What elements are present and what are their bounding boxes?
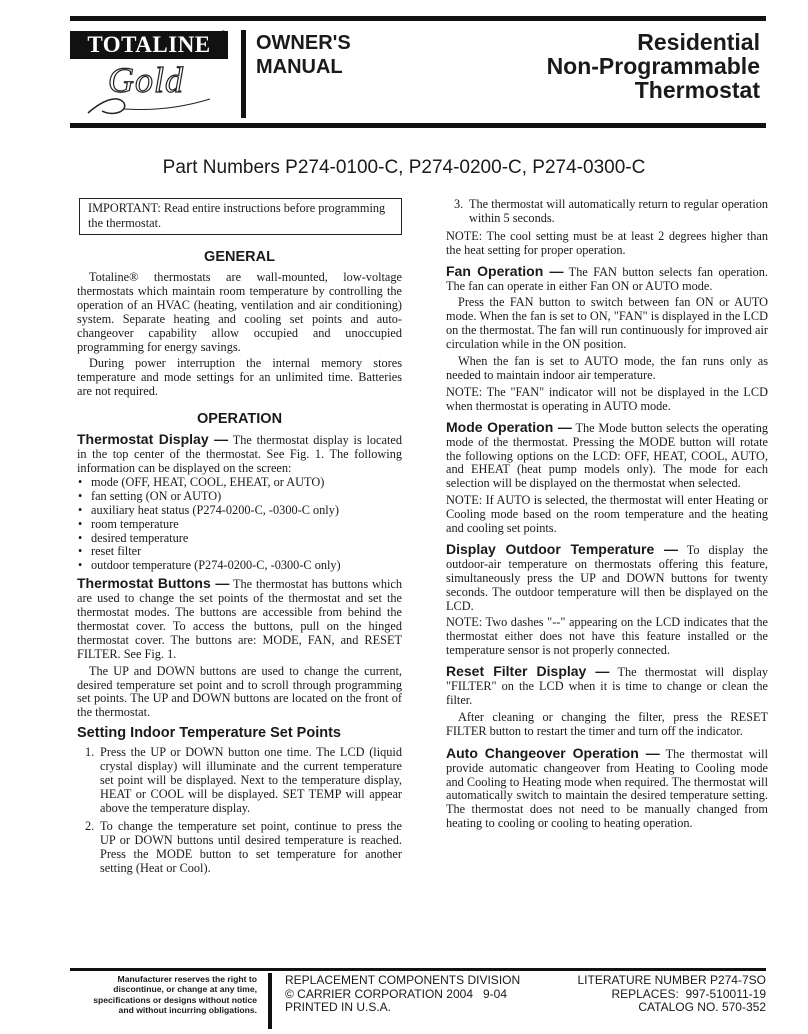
- thermostat-buttons-title: Thermostat Buttons —: [77, 575, 230, 592]
- footer-catalog-number: CATALOG NO. 570-352: [638, 1000, 766, 1014]
- list-item: • auxiliary heat status (P274-0200-C, -0300-C only): [77, 504, 402, 518]
- mode-note: NOTE: If AUTO is selected, the thermostat will enter Heating or Cooling mode based on the room temperature and the heating and cooling set points.: [446, 493, 768, 536]
- step-number: 1.: [85, 745, 95, 760]
- step-number: 2.: [85, 818, 95, 833]
- fan-paragraph-2: Press the FAN button to switch between fan ON or AUTO mode. When the fan is set to ON, "FAN" is displayed in the LCD on the thermostat. The fan will run continuously for improved air circulation while in the ON position.: [446, 295, 768, 352]
- cool-setting-note: NOTE: The cool setting must be at least 2 degrees higher than the heat setting for proper operation.: [446, 228, 768, 257]
- thermostat-display-title: Thermostat Display —: [77, 431, 229, 448]
- auto-changeover-text: The thermostat will provide automatic changeover from Heating to Cooling mode and Cooling to Heating mode when required. The thermostat will automatically switch to maintain the desired temperature setting. The thermostat does not need to be manually changed from heating to cooling or cooling to heating operation.: [446, 746, 769, 831]
- logo-brand-name: TOTALINE: [70, 31, 228, 59]
- header-divider: [241, 30, 246, 118]
- fan-note: NOTE: The "FAN" indicator will not be displayed in the LCD when thermostat is operating in AUTO mode.: [446, 384, 768, 413]
- setpoint-steps-continued: [446, 198, 768, 226]
- step-number: 3.: [454, 197, 464, 211]
- doc-type-line1: OWNER'S: [256, 32, 351, 54]
- fan-paragraph-3: When the fan is set to AUTO mode, the fan runs only as needed to maintain indoor air temperature.: [446, 354, 768, 382]
- disclaimer-line: and without incurring obligations.: [118, 1004, 257, 1015]
- mode-operation-text: The Mode button selects the operating mode of the thermostat. Pressing the MODE button will rotate the following options on the LCD: OFF, HEAT, COOL, AUTO, and EHEAT (heat pump models only). The mode for each selection will be displayed on the thermostat when selected.: [446, 420, 768, 491]
- list-item: • desired temperature: [77, 532, 402, 546]
- setpoints-heading: Setting Indoor Temperature Set Points: [77, 725, 341, 742]
- operation-heading: OPERATION: [196, 411, 283, 428]
- doc-type: [256, 31, 351, 79]
- footer-disclaimer: [77, 974, 257, 1015]
- footer-replaces: REPLACES: 997-510011-19: [611, 986, 766, 1001]
- list-item: • reset filter: [77, 545, 402, 559]
- list-item: • outdoor temperature (P274-0200-C, -0300-C only): [77, 559, 402, 573]
- totaline-gold-logo: [70, 27, 230, 119]
- footer-literature-number: LITERATURE NUMBER P274-7SO: [577, 973, 766, 987]
- thermostat-buttons-text: The thermostat has buttons which are used to change the set points of the thermostat and set the thermostat modes. The buttons are accessible from behind the thermostat cover. To access the buttons, pull on the hinged thermostat cover. The buttons are: MODE, FAN, and RESET FILTER. See Fig. 1.: [77, 577, 402, 661]
- disclaimer-line: Manufacturer reserves the right to: [117, 974, 257, 984]
- left-column: [77, 198, 402, 879]
- footer-copyright: © CARRIER CORPORATION 2004 9-04: [285, 986, 508, 1001]
- list-item: • room temperature: [77, 518, 402, 532]
- reset-filter-title: Reset Filter Display —: [446, 663, 610, 680]
- part-numbers: Part Numbers P274-0100-C, P274-0200-C, P274-0300-C: [162, 157, 646, 178]
- general-heading: GENERAL: [204, 249, 275, 265]
- outdoor-temp-text: To display the outdoor-air temperature on thermostats offering this feature, simultaneously press the UP and DOWN buttons for twenty seconds. The outdoor temperature will then be displayed on the LCD.: [446, 542, 768, 613]
- thermostat-buttons-paragraph: [77, 577, 402, 661]
- disclaimer-line: specifications or designs without notice: [93, 994, 257, 1005]
- setpoint-steps-list: [77, 746, 402, 875]
- step-text: Press the UP or DOWN button one time. The LCD (liquid crystal display) will illuminate and the current temperature set point will be displayed. Next to the temperature display, HEAT or COOL will be displayed. SET TEMP will appear above the temperature display.: [100, 745, 402, 815]
- up-down-buttons-paragraph: The UP and DOWN buttons are used to change the current, desired temperature set point and to scroll through programming set points. The UP and DOWN buttons are located on the front of the thermostat.: [77, 663, 402, 720]
- fan-operation-paragraph: [446, 262, 768, 294]
- thermostat-display-paragraph: [77, 433, 402, 476]
- disclaimer-line: discontinue, or change at any time,: [113, 984, 257, 995]
- reset-filter-text: The thermostat will display "FILTER" on the LCD when it is time to change or clean the filter.: [446, 665, 768, 707]
- header-top-rule: [70, 16, 766, 21]
- general-paragraph-2: During power interruption the internal memory stores temperature and mode settings for an unlimited time. Batteries are not required.: [77, 356, 402, 399]
- auto-changeover-title: Auto Changeover Operation —: [446, 744, 660, 761]
- thermostat-display-text: The thermostat display is located in the top center of the thermostat. See Fig. 1. The following information can be displayed on the screen:: [77, 433, 402, 475]
- footer-rule: [70, 968, 766, 971]
- right-column: [446, 198, 768, 831]
- footer-company: [285, 974, 520, 1015]
- outdoor-temp-paragraph: [446, 540, 768, 614]
- outdoor-temp-title: Display Outdoor Temperature —: [446, 540, 679, 557]
- logo-registered-mark: ®: [220, 29, 227, 39]
- document-title: [547, 30, 760, 102]
- step-text: To change the temperature set point, continue to press the UP or DOWN buttons until desired temperature is reached. Press the MODE button to set temperature for another setting (Heat or Cool).: [100, 818, 402, 875]
- general-paragraph-1: Totaline® thermostats are wall-mounted, low-voltage thermostats which maintain room temperature by controlling the operation of an HVAC (heating, ventilation and air conditioning) system. Separate heating and cooling set points and auto-changeover capability allow occupied and unoccupied programming for energy savings.: [77, 270, 402, 354]
- important-note: IMPORTANT: Read entire instructions before programming the thermostat.: [79, 198, 402, 235]
- list-item: [77, 820, 402, 876]
- auto-changeover-paragraph: [446, 744, 769, 831]
- logo-swoosh-icon: [84, 89, 214, 119]
- list-item: • mode (OFF, HEAT, COOL, EHEAT, or AUTO): [77, 476, 402, 490]
- outdoor-note: NOTE: Two dashes "--" appearing on the LCD indicates that the thermostat either does not have this feature installed or the temperature sensor is not properly connected.: [446, 615, 768, 658]
- fan-operation-title: Fan Operation —: [446, 262, 564, 279]
- header-bottom-rule: [70, 123, 766, 128]
- reset-filter-paragraph-2: After cleaning or changing the filter, press the RESET FILTER button to restart the timer and turn off the indicator.: [446, 709, 768, 738]
- reset-filter-paragraph: [446, 665, 768, 708]
- list-item: [446, 198, 768, 226]
- display-items-list: [77, 476, 402, 573]
- title-line2: Non-Programmable: [546, 53, 760, 79]
- step-text: The thermostat will automatically return to regular operation within 5 seconds.: [469, 197, 768, 225]
- logo-gold-script: Gold: [108, 60, 184, 100]
- footer-printed: PRINTED IN U.S.A.: [285, 1000, 392, 1014]
- list-item: [77, 746, 402, 816]
- doc-type-line2: MANUAL: [256, 56, 343, 78]
- footer-catalog-info: [578, 974, 767, 1015]
- footer-divider: [268, 973, 272, 1029]
- title-line3: Thermostat: [634, 77, 760, 103]
- list-item: • fan setting (ON or AUTO): [77, 490, 402, 504]
- title-line1: Residential: [637, 29, 760, 55]
- footer-division: REPLACEMENT COMPONENTS DIVISION: [285, 973, 521, 987]
- mode-operation-paragraph: [446, 418, 768, 492]
- fan-operation-text: The FAN button selects fan operation. The fan can operate in either Fan ON or AUTO mode.: [446, 264, 768, 293]
- mode-operation-title: Mode Operation —: [446, 418, 572, 435]
